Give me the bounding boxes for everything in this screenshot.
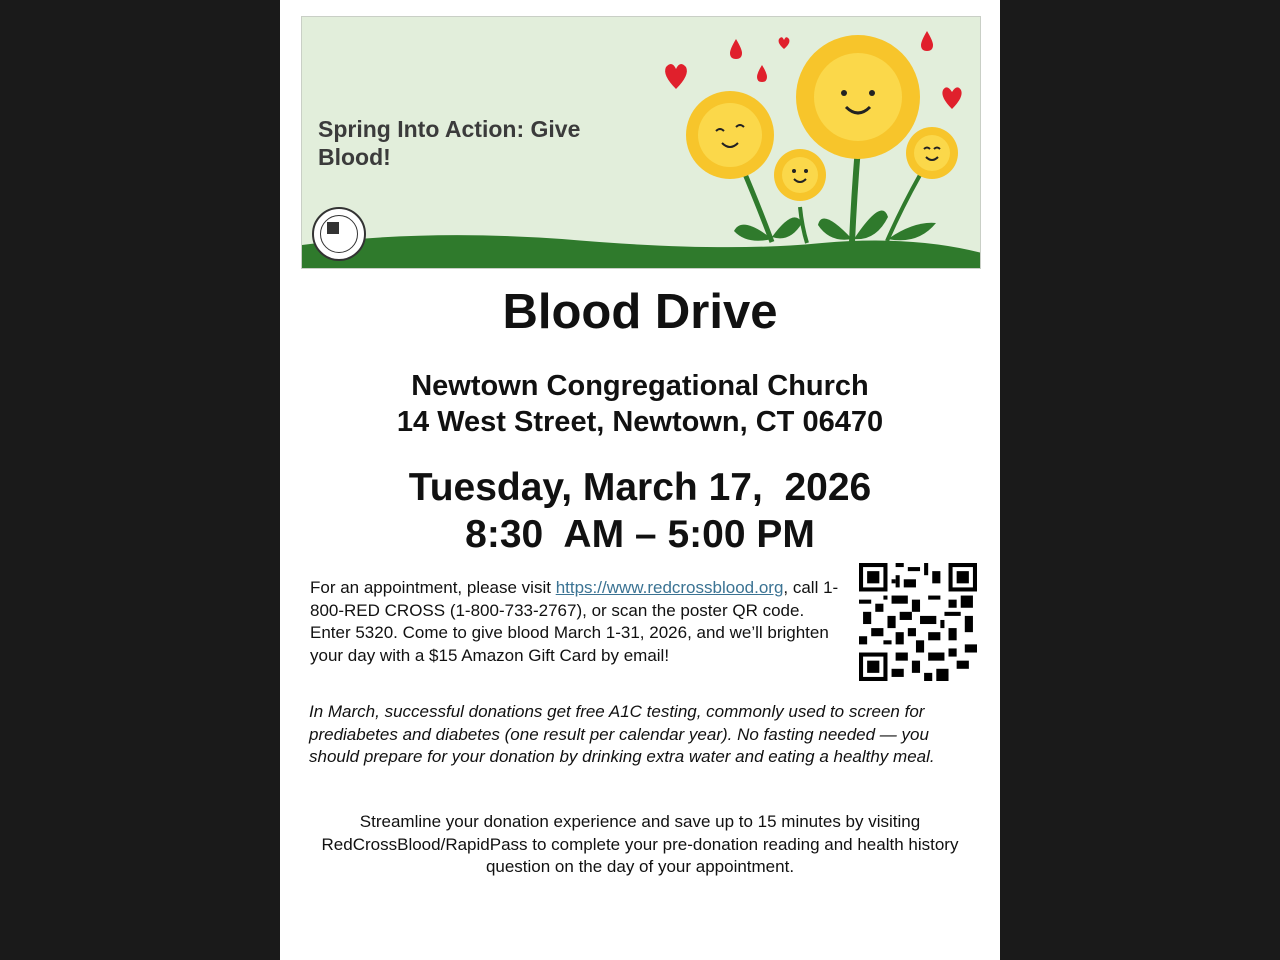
flower-icon bbox=[686, 91, 774, 179]
heart-icon bbox=[779, 37, 790, 49]
venue-block bbox=[280, 368, 1000, 440]
venue-address: 14 West Street, Newtown, CT 06470 bbox=[396, 406, 884, 438]
blood-drop-icon bbox=[730, 39, 742, 59]
grass-hill bbox=[302, 235, 981, 269]
flower-icon bbox=[906, 127, 958, 179]
flyer-page bbox=[280, 0, 1000, 960]
leaf bbox=[772, 217, 802, 238]
qr-code-icon[interactable] bbox=[859, 563, 977, 681]
church-seal-icon bbox=[312, 207, 366, 261]
redcross-link[interactable]: https://www.redcrossblood.org bbox=[555, 578, 784, 597]
banner-title: Spring Into Action: Give Blood! bbox=[318, 116, 581, 170]
venue-name: Newtown Congregational Church bbox=[411, 370, 869, 402]
heart-icon bbox=[942, 87, 961, 109]
heart-icon bbox=[665, 64, 687, 89]
flower-icon bbox=[796, 35, 920, 159]
spring-banner bbox=[301, 16, 981, 269]
appointment-suffix: , call 1-800-RED CROSS (1-800-733-2767), or scan the poster QR code. Enter 5320. Come to give blood March 1-31, 2026, and we’ll brighten your day with a $15 Amazon Gift Card by email! bbox=[310, 578, 839, 665]
appointment-prefix: For an appointment, please visit bbox=[310, 578, 556, 597]
stem bbox=[800, 207, 807, 243]
stem bbox=[852, 147, 858, 242]
a1c-note: In March, successful donations get free A1C testing, commonly used to screen for prediabetes and diabetes (one result per calendar year). No fasting needed — you should prepare for your donation by drinking extra water and eating a healthy meal. bbox=[309, 702, 935, 766]
rapidpass-note: Streamline your donation experience and save up to 15 minutes by visiting RedCrossBlood/RapidPass to complete your pre-donation reading and health history question on the day of your appointment. bbox=[321, 812, 959, 876]
appointment-paragraph bbox=[310, 577, 845, 667]
flower-icon bbox=[774, 149, 826, 201]
event-time: 8:30 AM – 5:00 PM bbox=[465, 513, 815, 556]
page-title: Blood Drive bbox=[502, 285, 778, 339]
event-datetime bbox=[280, 464, 1000, 558]
blood-drop-icon bbox=[921, 31, 933, 51]
blood-drop-icon bbox=[757, 65, 767, 82]
event-date: Tuesday, March 17, 2026 bbox=[408, 466, 872, 509]
leaf bbox=[854, 211, 888, 240]
leaf bbox=[818, 219, 852, 240]
